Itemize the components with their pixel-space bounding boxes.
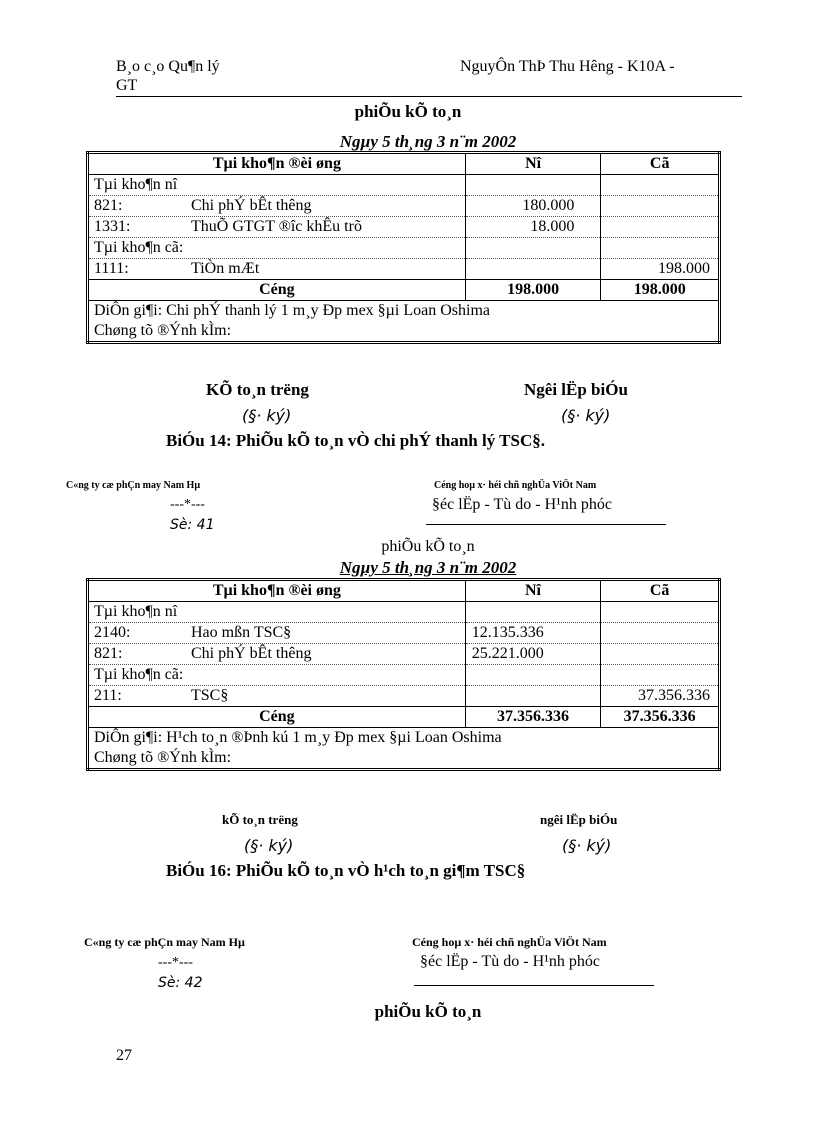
total-label: Céng xyxy=(88,280,466,301)
attached-docs: Chøng tõ ®Ýnh kÌm: xyxy=(94,322,232,339)
table-row xyxy=(88,175,720,196)
page-number: 27 xyxy=(116,1047,132,1064)
voucher3-motto-rule xyxy=(414,985,654,986)
voucher1-signed-left: (§· ký) xyxy=(242,406,292,425)
voucher2-signed-left: (§· ký) xyxy=(244,836,294,855)
voucher2-caption: BiÓu 16: PhiÕu kÕ to¸n vÒ h¹ch to¸n gi¶m TSC§ xyxy=(166,861,526,880)
table-row xyxy=(88,644,720,665)
account-code: 2140: xyxy=(94,624,131,641)
debit-amount: 18.000 xyxy=(465,217,601,238)
debit-amount: 25.221.000 xyxy=(465,644,601,665)
explanation-row xyxy=(88,728,720,749)
total-row xyxy=(88,707,720,728)
account-code: 1111: xyxy=(94,260,129,277)
total-debit: 198.000 xyxy=(465,280,601,301)
voucher2-company-mark: ---*--- xyxy=(170,497,205,512)
header-left-title: B¸o c¸o Qu¶n lý xyxy=(116,58,220,75)
voucher1-date: Ngµy 5 th¸ng 3 n¨m 2002 xyxy=(339,132,517,151)
table-row xyxy=(88,217,720,238)
total-debit: 37.356.336 xyxy=(465,707,601,728)
explanation: DiÔn gi¶i: H¹ch to¸n ®Þnh kú 1 m¸y Ðp mex §µi Loan Oshima xyxy=(94,729,502,746)
voucher1-signed-right: (§· ký) xyxy=(561,406,611,425)
attachment-row xyxy=(88,321,720,343)
attachment-row xyxy=(88,748,720,770)
col-debit-header: Nî xyxy=(465,580,601,602)
voucher2-republic: Céng hoµ x· héi chñ nghÜa ViÖt Nam xyxy=(434,480,597,491)
voucher2-company: C«ng ty cæ phÇn may Nam Hµ xyxy=(66,480,201,491)
voucher2-motto-rule xyxy=(426,524,666,525)
account-code: Tµi kho¶n nî xyxy=(94,603,178,620)
account-name: Hao mßn TSC§ xyxy=(191,624,292,641)
account-code: Tµi kho¶n nî xyxy=(94,176,178,193)
col-account-header: Tµi kho¶n ®èi øng xyxy=(88,580,466,602)
account-name: ThuÕ GTGT ®îc khÊu trõ xyxy=(191,218,362,235)
account-name: TiÒn mÆt xyxy=(191,260,260,277)
table-row xyxy=(88,238,720,259)
account-name: TSC§ xyxy=(191,687,229,704)
account-code: Tµi kho¶n cã: xyxy=(94,239,184,256)
voucher2-sign-chief-accountant: kÕ to¸n trëng xyxy=(222,812,298,827)
col-account-header: Tµi kho¶n ®èi øng xyxy=(88,153,466,175)
voucher3-company: C«ng ty cæ phÇn may Nam Hµ xyxy=(84,935,245,949)
total-row xyxy=(88,280,720,301)
voucher2-number: Sè: 41 xyxy=(170,517,215,533)
col-debit-header: Nî xyxy=(465,153,601,175)
voucher2-motto: §éc lËp - Tù do - H¹nh phóc xyxy=(432,496,613,513)
total-credit: 37.356.336 xyxy=(601,707,720,728)
account-code: Tµi kho¶n cã: xyxy=(94,666,184,683)
debit-amount: 12.135.336 xyxy=(465,623,601,644)
table-header-row xyxy=(88,153,720,175)
header-left-subtitle: GT xyxy=(116,77,138,94)
col-credit-header: Cã xyxy=(601,580,720,602)
voucher1-sign-chief-accountant: KÕ to¸n trëng xyxy=(206,380,309,399)
voucher3-motto: §éc lËp - Tù do - H¹nh phóc xyxy=(420,953,601,970)
table-row xyxy=(88,196,720,217)
voucher2-title: phiÕu kÕ to¸n xyxy=(381,538,475,555)
account-code: 1331: xyxy=(94,218,131,235)
table-row xyxy=(88,623,720,644)
explanation-row xyxy=(88,301,720,322)
voucher1-table xyxy=(86,151,721,344)
voucher2-date: Ngµy 5 th¸ng 3 n¨m 2002 xyxy=(339,558,517,577)
table-header-row xyxy=(88,580,720,602)
total-label: Céng xyxy=(88,707,466,728)
header-author: NguyÔn ThÞ Thu Hêng - K10A - xyxy=(460,58,675,75)
voucher1-sign-preparer: Ngêi lËp biÓu xyxy=(524,380,628,399)
total-credit: 198.000 xyxy=(601,280,720,301)
table-row xyxy=(88,259,720,280)
voucher2-signed-right: (§· ký) xyxy=(562,836,612,855)
voucher3-republic: Céng hoµ x· héi chñ nghÜa ViÖt Nam xyxy=(412,935,607,949)
col-credit-header: Cã xyxy=(601,153,720,175)
voucher1-caption: BiÓu 14: PhiÕu kÕ to¸n vÒ chi phÝ thanh lý TSC§. xyxy=(166,431,545,450)
explanation: DiÔn gi¶i: Chi phÝ thanh lý 1 m¸y Ðp mex §µi Loan Oshima xyxy=(94,302,490,319)
header-rule xyxy=(116,96,742,97)
account-name: Chi phÝ bÊt thêng xyxy=(191,197,312,214)
credit-amount: 198.000 xyxy=(601,259,720,280)
table-row xyxy=(88,686,720,707)
account-code: 821: xyxy=(94,197,123,214)
voucher2-table xyxy=(86,578,721,771)
voucher3-title: phiÕu kÕ to¸n xyxy=(374,1002,482,1021)
account-code: 821: xyxy=(94,645,123,662)
account-name: Chi phÝ bÊt thêng xyxy=(191,645,312,662)
table-row xyxy=(88,665,720,686)
table-row xyxy=(88,602,720,623)
attached-docs: Chøng tõ ®Ýnh kÌm: xyxy=(94,749,232,766)
voucher2-sign-preparer: ngêi lËp biÓu xyxy=(540,812,618,827)
voucher3-number: Sè: 42 xyxy=(158,975,203,991)
account-code: 211: xyxy=(94,687,122,704)
voucher3-company-mark: ---*--- xyxy=(158,955,193,970)
credit-amount: 37.356.336 xyxy=(601,686,720,707)
voucher1-title: phiÕu kÕ to¸n xyxy=(354,102,462,121)
debit-amount: 180.000 xyxy=(465,196,601,217)
